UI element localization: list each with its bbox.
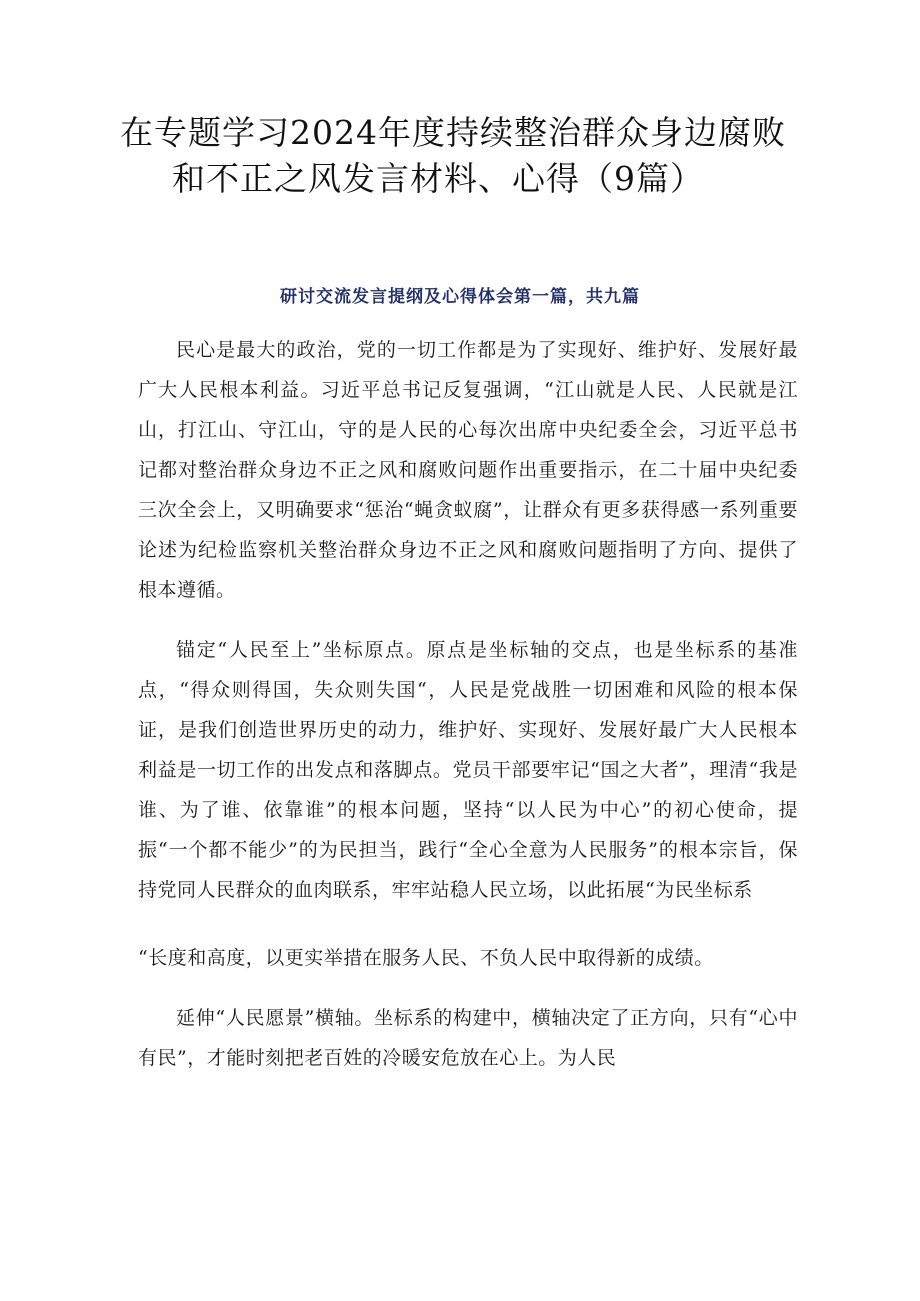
document-title bbox=[120, 110, 820, 202]
document-body bbox=[138, 330, 798, 1078]
document-title-line-2: 和不正之风发言材料、心得（9篇） bbox=[172, 159, 704, 198]
body-paragraph-2: 锚定“人民至上”坐标原点。原点是坐标轴的交点，也是坐标系的基准点，“得众则得国，失众则失国“，人民是党战胜一切困难和风险的根本保证，是我们创造世界历史的动力，维护好、实现好、发展好最广大人民根本利益是一切工作的出发点和落脚点。党员干部要牢记“国之大者”，理清“我是谁、为了谁、依靠谁”的根本问题，坚持“以人民为中心”的初心使命，提振“一个都不能少”的为民担当，践行“全心全意为人民服务”的根本宗旨，保持党同人民群众的血肉联系，牢牢站稳人民立场，以此拓展“为民坐标系 bbox=[138, 639, 798, 901]
body-paragraph-1: 民心是最大的政治，党的一切工作都是为了实现好、维护好、发展好最广大人民根本利益。习近平总书记反复强调，“江山就是人民、人民就是江山，打江山、守江山，守的是人民的心每次出席中央纪委全会，习近平总书记都对整治群众身边不正之风和腐败问题作出重要指示，在二十届中央纪委三次全会上，又明确要求“惩治“蝇贪蚁腐”，让群众有更多获得感一系列重要论述为纪检监察机关整治群众身边不正之风和腐败问题指明了方向、提供了根本遵循。 bbox=[138, 339, 798, 601]
body-paragraph-4: 延伸“人民愿景”横轴。坐标系的构建中，横轴决定了正方向，只有“心中有民”，才能时刻把老百姓的冷暖安危放在心上。为人民 bbox=[138, 1007, 798, 1069]
section-subtitle: 研讨交流发言提纲及心得体会第一篇，共九篇 bbox=[280, 287, 640, 307]
document-title-line-1: 在专题学习2024年度持续整治群众身边腐败 bbox=[120, 113, 786, 152]
body-paragraph-3: “长度和高度，以更实举措在服务人民、不负人民中取得新的成绩。 bbox=[138, 947, 714, 969]
